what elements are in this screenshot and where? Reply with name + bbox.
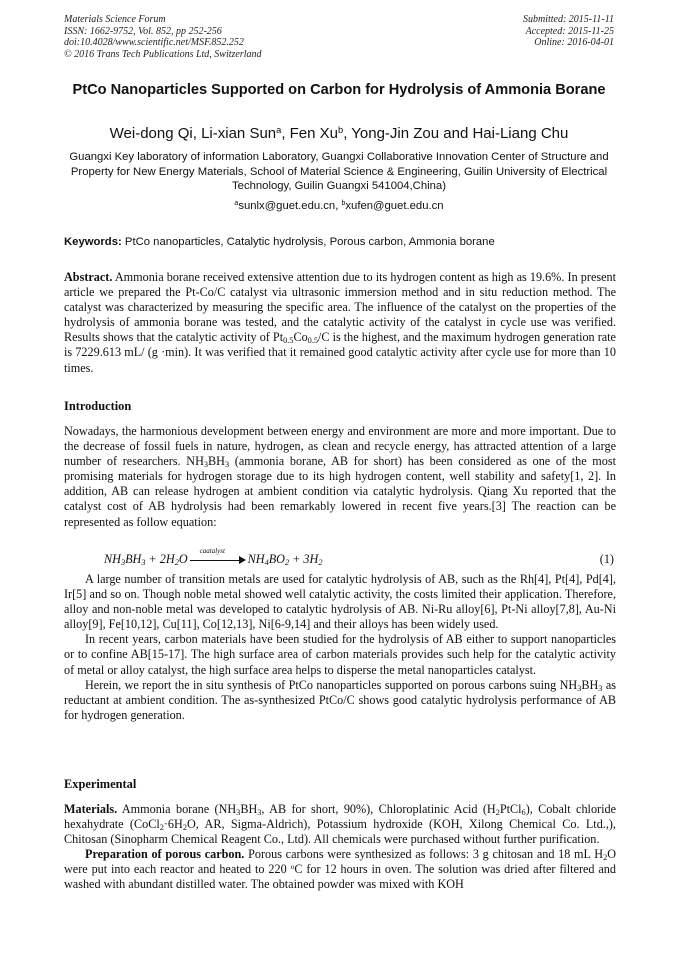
- subscript: 3: [120, 557, 126, 567]
- abstract-text: Co: [293, 330, 308, 345]
- body-text: BH: [240, 802, 258, 816]
- email-mark: a: [234, 200, 239, 208]
- catalyst-label: caatalyst: [199, 547, 225, 556]
- eq-term: BH: [125, 552, 142, 566]
- eq-term: NH: [247, 552, 265, 566]
- introduction-paragraph-1: [64, 424, 616, 530]
- dates-header: [523, 14, 614, 49]
- body-text: Nowadays, the harmonious development between energy and environment are more and more important. Due to the decrease of fossil fuels in nature, hydrogen, as clean and recycle energy, has attracted attention of a large number of researchers. NH: [64, 424, 616, 469]
- body-text: Ammonia borane (NH: [117, 802, 237, 816]
- degree-mark: o: [290, 862, 295, 872]
- body-text: Herein, we report the in situ synthesis of PtCo nanoparticles supported on porous carbons suing NH: [85, 677, 578, 692]
- introduction-paragraph-2: A large number of transition metals are used for catalytic hydrolysis of AB, such as the Rh[4], Pt[4], Pd[4], Ir[5] and so on. Though noble metal showed well catalytic activity, the costs limited their application. Therefore, alloy and non-noble metal was developed to catalytic hydrolysis of AB. Ni-Ru alloy[6], Pt-Ni alloy[7,8], Au-Ni alloy[9], Fe[10,12], Cu[11], Co[12,13], Ni[6-9,14] and their alloys has been widely used.: [64, 572, 616, 632]
- affiliation-mark: a: [276, 124, 282, 135]
- keywords-line: [64, 235, 616, 249]
- subscript: 0.5: [283, 336, 294, 346]
- subscript: 2: [182, 822, 187, 832]
- experimental-heading: Experimental: [64, 777, 137, 791]
- subscript: 3: [224, 460, 230, 469]
- email-link-a[interactable]: sunlx@guet.edu.cn,: [238, 200, 342, 212]
- introduction-paragraph-4: [64, 678, 616, 723]
- subscript: 3: [141, 557, 146, 567]
- equation-number: (1): [599, 552, 614, 566]
- subscript: 2: [318, 557, 323, 567]
- copyright-line: © 2016 Trans Tech Publications Ltd, Switzerland: [64, 48, 262, 60]
- affiliation: Guangxi Key laboratory of information Laboratory, Guangxi Collaborative Innovation Center of Structure and Property for New Energy Materials, School of Material Science & Engineering, Guilin University of Electrical Technology, Guilin Guangxi 541004,China): [69, 151, 609, 192]
- subscript: 2: [284, 557, 290, 567]
- body-text: (ammonia borane, AB for short) has been considered as one of the most promising materials for hydrogen storage due to its high hydrogen content, well stability and safety[1, 2]. In addition, AB can release hydrogen at ambient condition via catalytic hydrolysis. Qiang Xu reported that the catalyst cost of AB hydrolysis had been remarkably lowered in recent five years.[3] The reaction can be represented as follow equation:: [64, 454, 616, 529]
- body-text: as reductant at ambient condition. The as-synthesized PtCo/C shows good catalytic hydrolysis performance of AB for hydrogen generation.: [64, 677, 617, 722]
- journal-name: Materials Science Forum: [64, 14, 166, 25]
- issn-line: ISSN: 1662-9752, Vol. 852, pp 252-256: [64, 25, 222, 37]
- reaction-equation: [64, 546, 616, 570]
- introduction-paragraph-3: In recent years, carbon materials have been studied for the hydrolysis of AB either to support nanoparticles or to confine AB[15-17]. The high surface area of carbon materials provides such help for the catalytic activity of metal or alloy catalyst, the high surface area helps to disperse the metal nanoparticles catalyst.: [64, 632, 616, 677]
- affiliation-mark: b: [338, 124, 344, 135]
- author-names-2: , Fen Xu: [281, 125, 339, 142]
- body-text: BH: [208, 454, 225, 469]
- body-text: ·6H: [163, 817, 183, 832]
- eq-term: + 2H: [145, 552, 175, 566]
- subscript: 3: [577, 683, 582, 693]
- keywords-text: PtCo nanoparticles, Catalytic hydrolysis, Porous carbon, Ammonia borane: [121, 236, 495, 248]
- eq-term: BO: [268, 552, 285, 566]
- reaction-arrow: [190, 547, 246, 566]
- subscript: 3: [236, 807, 241, 817]
- subscript: 0.5: [307, 336, 319, 346]
- subscript: 3: [598, 683, 603, 693]
- eq-term: NH: [104, 552, 121, 566]
- subscript: 6: [521, 807, 526, 817]
- preparation-paragraph: [64, 847, 616, 892]
- body-text: PtCl: [499, 802, 522, 816]
- abstract-text: Ammonia borane received extensive attention due to its hydrogen content as high as 19.6%. In present article we prepared the Pt-Co/C catalyst via ultrasonic immersion method and in situ reduction method. The catalyst was characterized by measuring the specific area. The influence of the catalyst on the properties of the hydrolysis of ammonia borane was tested, and the catalytic activity of the catalyst in cycle use was verified. Results shows that the catalytic activity of Pt: [64, 270, 616, 345]
- equation-expression: [104, 547, 323, 567]
- subscript: 2: [174, 557, 179, 567]
- subscript: 2: [603, 853, 608, 863]
- introduction-heading: Introduction: [64, 399, 132, 413]
- email-link-b[interactable]: xufen@guet.edu.cn: [345, 200, 444, 212]
- materials-paragraph: [64, 802, 616, 847]
- author-names-3: , Yong-Jin Zou and Hai-Liang Chu: [343, 125, 569, 142]
- author-names-1: Wei-dong Qi, Li-xian Sun: [109, 125, 277, 142]
- body-text: BH: [581, 677, 599, 692]
- accepted-date: Accepted: 2015-11-25: [525, 25, 614, 37]
- subscript: 3: [257, 807, 262, 817]
- author-list: [64, 125, 614, 143]
- abstract-text: /C is the highest, and the maximum hydrogen generation rate is 7229.613 mL/ (g ·min). It was verified that it remained good catalytic activity after cycle use for more than 10 times.: [64, 330, 616, 375]
- abstract-label: Abstract.: [64, 270, 113, 284]
- online-date: Online: 2016-04-01: [534, 37, 614, 48]
- body-text: , AB for short, 90%), Chloroplatinic Acid (H: [261, 802, 496, 816]
- paper-title: PtCo Nanoparticles Supported on Carbon for Hydrolysis of Ammonia Borane: [72, 82, 606, 98]
- subscript: 2: [495, 807, 500, 817]
- introduction-paragraphs: [64, 572, 616, 723]
- body-text: C for 12 hours in oven. The solution was dried after filtered and washed with abundant distilled water. The obtained powder was mixed with KOH: [64, 862, 616, 892]
- experimental-section: [64, 802, 616, 893]
- journal-header: [64, 14, 262, 60]
- doi-line: doi:10.4028/www.scientific.net/MSF.852.252: [64, 37, 244, 48]
- subscript: 3: [203, 460, 209, 469]
- body-text: O, AR, Sigma-Aldrich), Potassium hydroxide (KOH, Xilong Chemical Co. Ltd.,), Chitosan (Sinopharm Chemical Reagent Co., Ltd). All chemicals were purchased without further purification.: [64, 817, 616, 847]
- subscript: 4: [264, 557, 269, 567]
- eq-term: O: [178, 552, 188, 566]
- body-text: O were put into each reactor and heated to 220: [64, 847, 617, 877]
- author-emails: [64, 199, 614, 213]
- body-text: ), Cobalt chloride hexahydrate (CoCl: [64, 802, 616, 832]
- materials-label: Materials.: [64, 802, 118, 816]
- keywords-label: Keywords:: [64, 236, 122, 248]
- abstract: [64, 270, 616, 376]
- submitted-date: Submitted: 2015-11-11: [522, 14, 614, 25]
- email-mark: b: [341, 200, 346, 208]
- eq-term: + 3H: [289, 552, 319, 566]
- subscript: 2: [159, 822, 164, 832]
- preparation-label: Preparation of porous carbon.: [85, 847, 245, 862]
- body-text: Porous carbons were synthesized as follows: 3 g chitosan and 18 mL H: [244, 847, 604, 862]
